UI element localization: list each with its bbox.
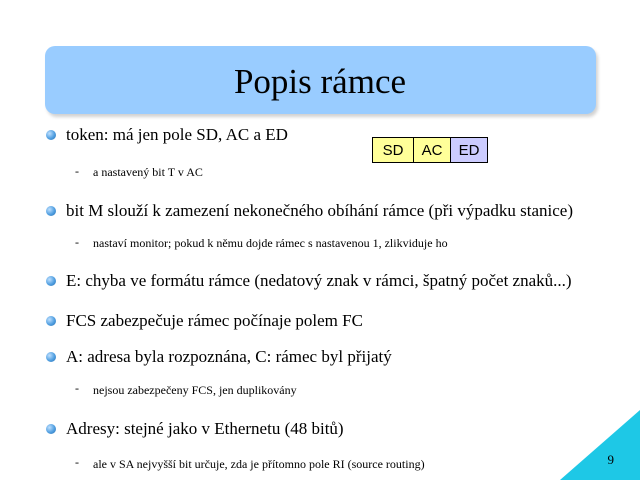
bullet-icon	[46, 424, 56, 434]
corner-decoration	[560, 410, 640, 480]
frame-field-ed: ED	[451, 138, 487, 162]
frame-field-sd: SD	[373, 138, 414, 162]
bullet-text: A: adresa byla rozpoznána, C: rámec byl přijatý	[66, 347, 392, 366]
sub-bullet-text: ale v SA nejvyšší bit určuje, zda je přítomno pole RI (source routing)	[93, 457, 425, 471]
page-number: 9	[607, 452, 614, 467]
sub-bullet-text: nejsou zabezpečeny FCS, jen duplikovány	[93, 383, 297, 397]
frame-diagram	[372, 137, 488, 163]
bullet-text: token: má jen pole SD, AC a ED	[66, 125, 288, 144]
bullet-icon	[46, 130, 56, 140]
frame-field-ac: AC	[414, 138, 451, 162]
dash-icon: -	[75, 455, 79, 469]
dash-icon: -	[75, 235, 79, 249]
bullet-text: FCS zabezpečuje rámec počínaje polem FC	[66, 311, 363, 330]
bullet-text: Adresy: stejné jako v Ethernetu (48 bitů)	[66, 419, 344, 438]
sub-bullet-text: a nastavený bit T v AC	[93, 165, 203, 179]
dash-icon: -	[75, 381, 79, 395]
sub-bullet-text: nastaví monitor; pokud k němu dojde rámec s nastavenou 1, zlikviduje ho	[93, 236, 448, 250]
bullet-icon	[46, 206, 56, 216]
bullet-text: E: chyba ve formátu rámce (nedatový znak v rámci, špatný počet znaků...)	[66, 271, 572, 290]
dash-icon: -	[75, 164, 79, 178]
bullet-icon	[46, 352, 56, 362]
slide-title: Popis rámce	[233, 62, 407, 101]
bullet-icon	[46, 316, 56, 326]
bullet-text: bit M slouží k zamezení nekonečného obíhání rámce (při výpadku stanice)	[66, 201, 573, 220]
bullet-icon	[46, 276, 56, 286]
